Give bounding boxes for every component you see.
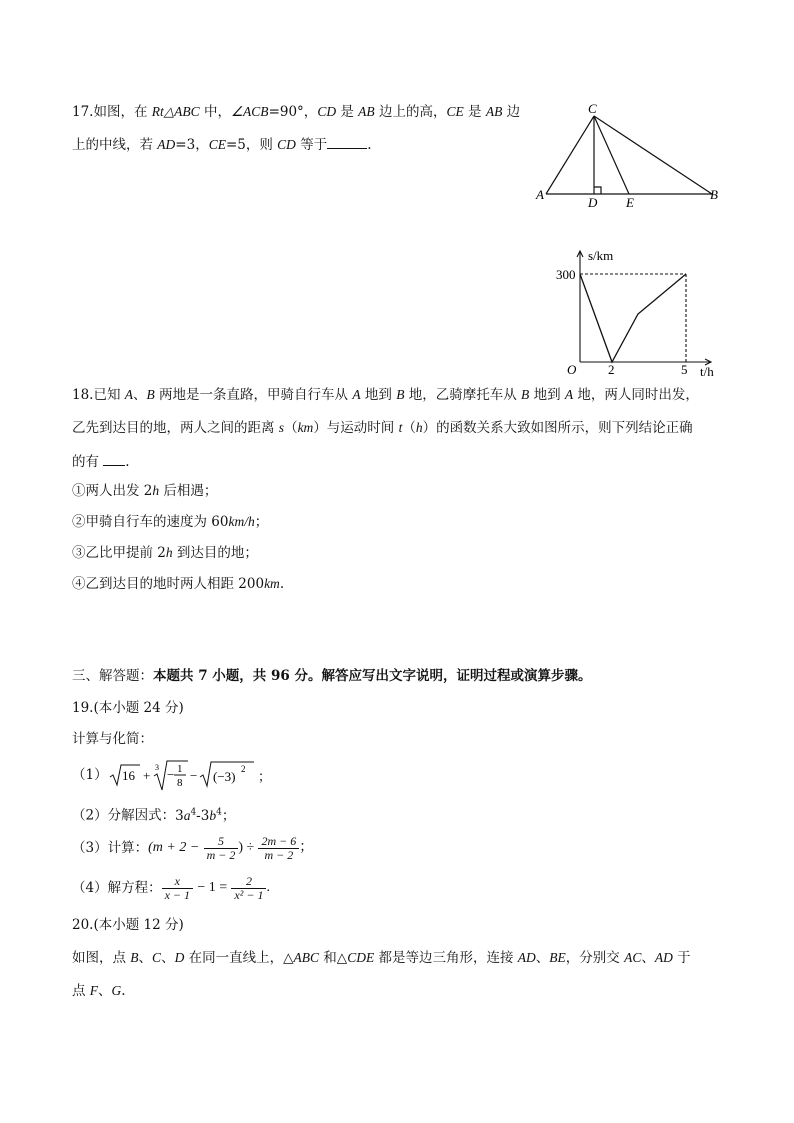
text-segment: =90°，: [268, 104, 318, 120]
text-segment: 和△: [319, 950, 348, 966]
text-segment: 、: [641, 950, 655, 966]
math-variable: h: [152, 483, 160, 498]
fraction-numerator: 5: [204, 835, 239, 849]
text-segment: ③乙比甲提前 2: [72, 545, 166, 561]
math-variable: CDE: [347, 950, 375, 965]
text-segment: 、: [133, 387, 147, 403]
text-segment: 、: [161, 950, 175, 966]
text-segment: 、: [98, 983, 112, 999]
text-segment: ；: [254, 514, 269, 530]
math-variable: B: [130, 950, 139, 965]
math-variable: AC: [624, 950, 642, 965]
section3-suffix: 解答应写出文字说明，证明过程或演算步骤。: [321, 668, 592, 684]
math-variable: t: [398, 420, 403, 435]
math-variable: AB: [358, 104, 375, 119]
label-d: D: [588, 195, 598, 210]
text-segment: 如图，点: [72, 950, 131, 966]
q19-part2: [72, 802, 235, 826]
q18-option-4: [72, 574, 284, 594]
part3-open: (m + 2 −: [148, 840, 200, 855]
text-segment: 地到: [529, 387, 565, 403]
text-segment: ①两人出发 2: [72, 483, 153, 499]
text-segment: ，分别交: [565, 950, 625, 966]
x-tick-5: 5: [681, 362, 688, 377]
math-variable: G: [111, 983, 122, 998]
text-segment: 地到: [360, 387, 397, 403]
fraction-denominator: m − 2: [264, 847, 294, 862]
text-segment: 点: [72, 983, 90, 999]
exponent: 4: [190, 807, 197, 817]
math-variable: AD: [517, 950, 536, 965]
fraction-denominator: x − 1: [164, 887, 191, 902]
text-segment: 、: [535, 950, 550, 966]
part4-mid: − 1 =: [197, 880, 228, 895]
fraction-denominator: 8: [176, 777, 183, 789]
right-angle-mark: [594, 187, 601, 194]
q18-option-2: [72, 512, 268, 532]
math-variable: s: [278, 420, 285, 435]
text-segment: （: [402, 420, 416, 436]
sqrt-inner-exponent: 2: [240, 764, 246, 774]
part4-label: （4）解方程：: [72, 880, 162, 896]
fraction-numerator: 1: [176, 763, 183, 775]
part4-end: .: [266, 880, 270, 895]
text-segment: 都是等边三角形，连接: [374, 950, 518, 966]
exponent: 4: [216, 807, 222, 817]
math-variable: A: [564, 387, 574, 402]
text-segment: 3: [175, 807, 184, 824]
origin-label: O: [567, 362, 577, 377]
minus-sign: −: [189, 768, 197, 783]
text-segment: ）与运动时间: [313, 420, 399, 436]
text-segment: .: [121, 983, 126, 999]
label-c: C: [588, 101, 597, 116]
math-variable: B: [146, 387, 155, 402]
label-b: B: [710, 187, 718, 202]
text-segment: 后相遇；: [159, 483, 218, 499]
q18-line2: [72, 418, 693, 438]
text-segment: ）的函数关系大致如图所示，则下列结论正确: [422, 420, 693, 436]
section3-prefix: 三、解答题：: [72, 668, 153, 684]
fraction-denominator: x² − 1: [234, 887, 264, 902]
q18-option-3: [72, 543, 258, 563]
part4-fraction-2: [231, 875, 266, 902]
math-variable: ABC: [293, 950, 319, 965]
part2-label: （2）分解因式：: [72, 807, 176, 824]
sqrt-radicand: 16: [121, 768, 135, 783]
section3-heading: [72, 666, 591, 686]
q17-line2-end: .: [367, 137, 372, 153]
q17-line1: [72, 102, 520, 122]
q18-line3: [72, 451, 130, 472]
label-a: A: [536, 187, 544, 202]
math-variable: AD: [157, 137, 176, 152]
text-segment: 两地是一条直路，甲骑自行车从: [154, 387, 353, 403]
text-segment: ④乙到达目的地时两人相距 200: [72, 576, 265, 592]
triangle-figure: [532, 100, 732, 212]
math-variable: B: [521, 387, 530, 402]
math-variable: BE: [549, 950, 566, 965]
answer-blank[interactable]: [327, 134, 367, 149]
text-segment: 上的中线，若: [72, 137, 158, 153]
q20-line2: [72, 981, 126, 1001]
part4-fraction-1: [162, 875, 193, 902]
q17-line2: [72, 134, 372, 155]
text-segment: （: [284, 420, 298, 436]
q18-line3-text: 的有: [72, 454, 99, 470]
text-segment: .: [279, 576, 285, 592]
text-segment: ②甲骑自行车的速度为 60: [72, 514, 229, 530]
part1-label: （1）: [72, 767, 108, 783]
text-segment: 是: [463, 104, 486, 120]
answer-blank[interactable]: [103, 451, 125, 466]
q18-option-1: [72, 481, 217, 501]
math-variable: AB: [485, 104, 503, 119]
part3-label: （3）计算：: [72, 840, 149, 856]
math-variable: C: [152, 950, 162, 965]
text-segment: ；: [221, 807, 236, 824]
fraction-numerator: x: [162, 875, 193, 889]
q18-line1: [72, 385, 699, 405]
text-segment: 于: [672, 950, 691, 966]
math-variable: A: [352, 387, 361, 402]
q19-part1: [72, 758, 273, 792]
section3-bold: 本题共 7 小题，共 96 分。: [153, 668, 322, 684]
math-variable: Rt△ABC: [151, 104, 200, 119]
math-variable: km: [264, 576, 280, 591]
part1-end: ；: [257, 769, 271, 784]
math-variable: h: [415, 420, 423, 435]
part3-end: ；: [299, 840, 314, 855]
x-axis-label: t/h: [700, 364, 714, 378]
text-segment: 到达目的地；: [172, 545, 258, 561]
q19-part3: [72, 832, 313, 864]
q20-line1: [72, 948, 691, 968]
math-variable: a: [183, 807, 191, 823]
y-axis-label: s/km: [588, 248, 614, 263]
math-variable: h: [165, 545, 173, 560]
q19-part4: [72, 872, 270, 904]
math-variable: CE: [208, 137, 226, 152]
graph-polyline: [580, 274, 686, 362]
math-variable: km/h: [228, 514, 255, 529]
x-tick-2: 2: [608, 362, 615, 377]
math-variable: AD: [654, 950, 673, 965]
text-segment: 边上的高，: [374, 104, 447, 120]
text-segment: 在同一直线上，△: [184, 950, 294, 966]
text-segment: 是: [336, 104, 359, 120]
text-segment: 地，乙骑摩托车从: [404, 387, 522, 403]
fraction-denominator: m − 2: [206, 847, 236, 862]
text-segment: =3，: [175, 137, 209, 153]
y-tick-300: 300: [556, 267, 576, 282]
minus-sign: −: [166, 767, 174, 782]
math-variable: CD: [317, 104, 337, 119]
math-variable: ∠ACB: [230, 104, 269, 119]
q18-line3-end: .: [125, 454, 130, 470]
q20-title: 20.(本小题 12 分): [72, 917, 184, 933]
segment-ac: [546, 116, 594, 194]
math-variable: B: [396, 387, 405, 402]
part1-expression: [108, 758, 273, 792]
text-segment: 等于: [295, 137, 328, 153]
part3-fraction-2: [258, 835, 299, 862]
text-segment: 18.已知: [72, 387, 125, 403]
q17-line2-text: [72, 137, 327, 153]
math-variable: D: [174, 950, 185, 965]
q19-title: 19.(本小题 24 分): [72, 700, 184, 716]
text-segment: 、: [138, 950, 153, 966]
math-variable: A: [124, 387, 134, 402]
part2-expression: [175, 808, 235, 824]
text-segment: -3: [196, 807, 210, 824]
root-index: 3: [154, 763, 159, 772]
part3-fraction-1: [204, 835, 239, 862]
math-variable: CD: [277, 137, 296, 152]
text-segment: 中，: [199, 104, 231, 120]
text-segment: 17.如图，在: [72, 104, 152, 120]
text-segment: 乙先到达目的地，两人之间的距离: [72, 420, 279, 436]
fraction-numerator: 2: [231, 875, 266, 889]
part3-close: ) ÷: [238, 840, 255, 855]
label-e: E: [626, 195, 634, 210]
fraction-numerator: 2m − 6: [258, 835, 299, 849]
plus-sign: +: [142, 768, 150, 783]
math-variable: km: [297, 420, 314, 435]
text-segment: 边: [502, 104, 521, 120]
math-variable: CE: [446, 104, 464, 119]
q19-intro: 计算与化简：: [72, 731, 153, 747]
math-variable: F: [89, 983, 99, 998]
text-segment: =5，则: [225, 137, 278, 153]
sqrt-inner: (−3): [212, 769, 236, 784]
text-segment: 地，两人同时出发，: [573, 387, 699, 403]
distance-time-graph: [550, 244, 726, 378]
math-variable: b: [209, 807, 217, 823]
